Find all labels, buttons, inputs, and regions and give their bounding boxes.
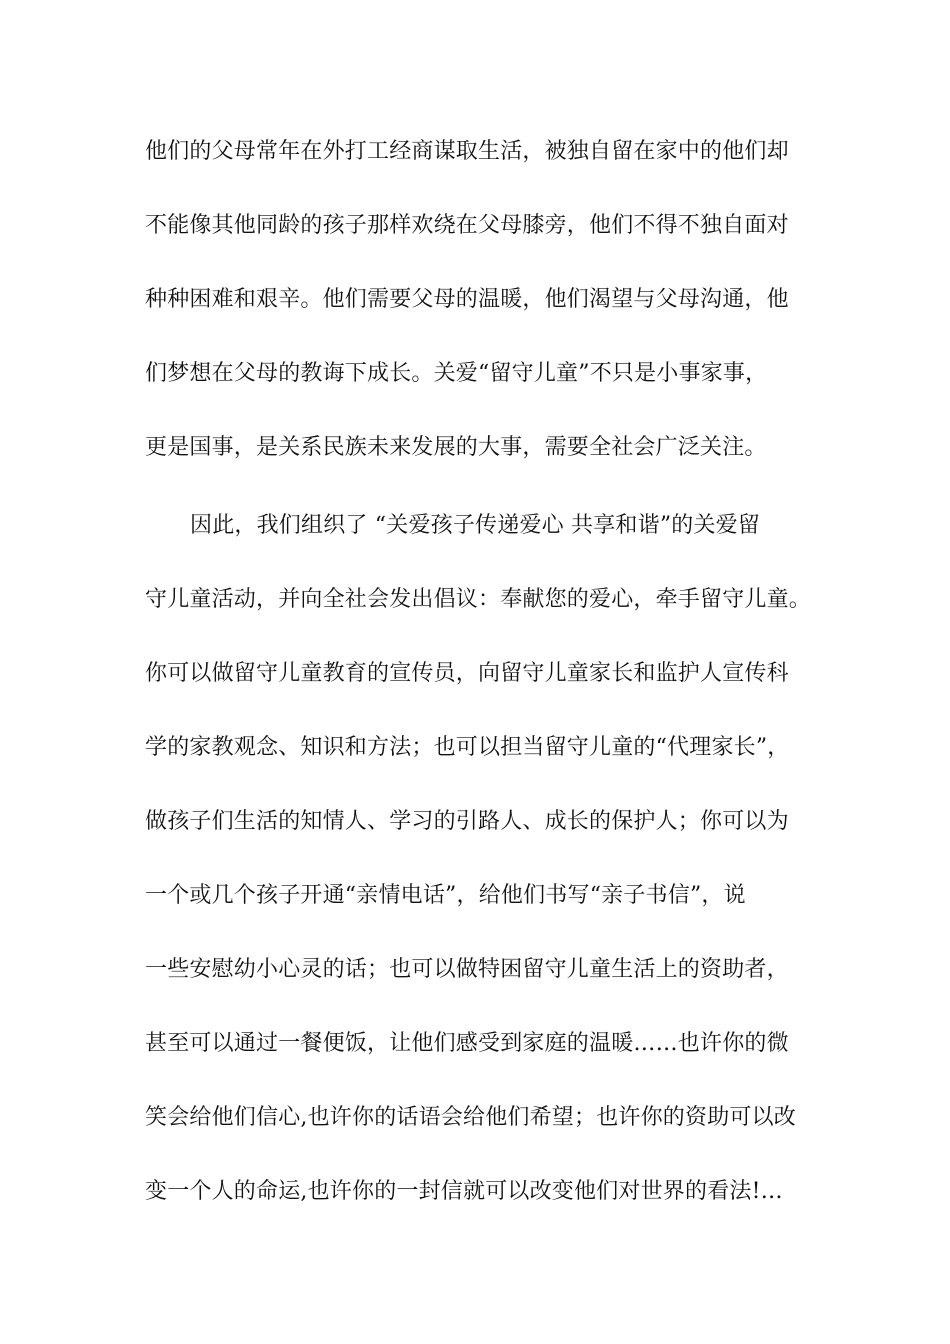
paragraph-line-15: 变一个人的命运,也许你的一封信就可以改变他们对世界的看法!…: [145, 1179, 783, 1204]
paragraph-line-3: 种种困难和艰辛。他们需要父母的温暖，他们渴望与父母沟通，他: [145, 287, 789, 312]
paragraph-line-1: 他们的父母常年在外打工经商谋取生活，被独自留在家中的他们却: [145, 139, 789, 164]
paragraph-line-13: 甚至可以通过一餐便饭，让他们感受到家庭的温暖……也许你的微: [145, 1031, 789, 1056]
paragraph-line-2: 不能像其他同龄的孩子那样欢绕在父母膝旁，他们不得不独自面对: [145, 213, 789, 238]
paragraph-line-4: 们梦想在父母的教诲下成长。关爱“留守儿童”不只是小事家事，: [145, 361, 768, 386]
paragraph-line-11: 一个或几个孩子开通“亲情电话”，给他们书写“亲子书信”，说: [145, 883, 746, 908]
paragraph-line-5: 更是国事，是关系民族未来发展的大事，需要全社会广泛关注。: [145, 435, 767, 460]
paragraph-line-6: 因此，我们组织了 “关爱孩子传递爱心 共享和谐”的关爱留: [190, 513, 761, 538]
paragraph-line-9: 学的家教观念、知识和方法；也可以担当留守儿童的“代理家长”，: [145, 735, 790, 760]
paragraph-line-7: 守儿童活动，并向全社会发出倡议：奉献您的爱心，牵手留守儿童。: [145, 587, 812, 612]
paragraph-line-12: 一些安慰幼小心灵的话；也可以做特困留守儿童生活上的资助者，: [145, 957, 789, 982]
paragraph-line-8: 你可以做留守儿童教育的宣传员，向留守儿童家长和监护人宣传科: [145, 661, 789, 686]
paragraph-line-14: 笑会给他们信心,也许你的话语会给他们希望；也许你的资助可以改: [145, 1105, 796, 1130]
paragraph-line-10: 做孩子们生活的知情人、学习的引路人、成长的保护人；你可以为: [145, 809, 789, 834]
